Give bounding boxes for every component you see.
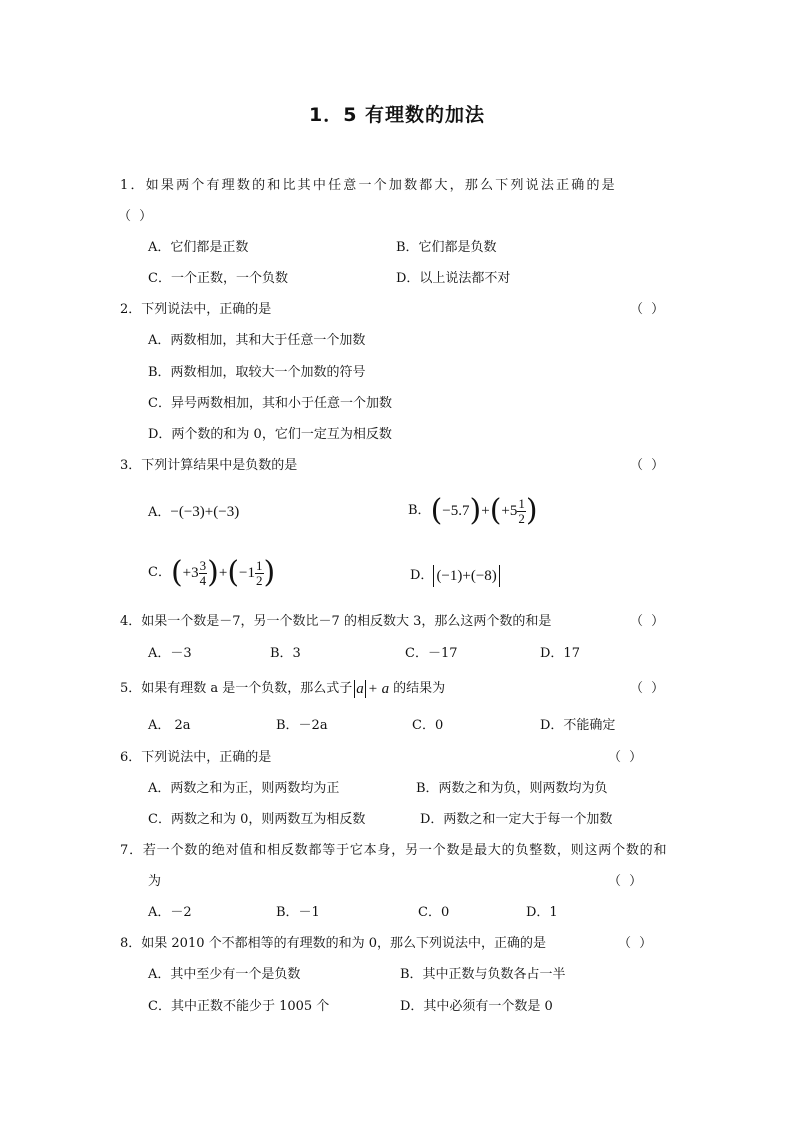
expression-variable: a [356,681,364,697]
question-8-option-d: D．其中必须有一个数是 0 [400,999,553,1014]
denominator: 2 [518,510,525,526]
question-3-option-a [148,503,239,522]
question-1-paren: （ ） [118,209,155,224]
plus-sign: + [218,565,228,581]
question-5-option-a: A． 2a [148,718,191,733]
question-5-option-d: D．不能确定 [540,718,616,733]
paren-open: ( [227,555,240,590]
question-4-option-d: D．17 [540,646,580,661]
question-8-paren: （ ） [618,936,655,951]
question-2-option-a: A．两数相加，其和大于任意一个加数 [148,333,366,348]
question-5-text-before: 5．如果有理数 a 是一个负数，那么式子 [120,681,353,696]
question-5-option-b: B．－2a [276,718,328,733]
option-c-fraction-2 [255,559,264,588]
numerator: 3 [199,557,207,573]
option-c-whole-1: +3 [182,565,199,581]
paren-close: ) [263,555,276,590]
question-1-text: 1．如果两个有理数的和比其中任意一个加数都大，那么下列说法正确的是 [120,178,617,193]
question-7-option-a: A．－2 [148,905,192,920]
paren-close: ) [525,493,538,528]
abs-bar-right [365,680,366,698]
paren-open: ( [170,555,183,590]
question-2-text: 2．下列说法中，正确的是 [120,302,272,317]
denominator: 2 [256,572,263,588]
question-1-option-b: B．它们都是负数 [396,240,497,255]
question-4-paren: （ ） [630,614,667,629]
option-b-term-1: −5.7 [442,503,470,519]
option-c-label: C． [148,565,171,580]
question-3-option-c [148,555,275,591]
question-5-paren: （ ） [630,681,667,696]
abs-bar-left [354,680,355,698]
paren-open: ( [489,493,502,528]
question-8-option-b: B．其中正数与负数各占一半 [400,967,566,982]
option-b-whole: +5 [501,503,518,519]
question-6-option-a: A．两数之和为正，则两数均为正 [148,781,340,796]
question-2-option-c: C．异号两数相加，其和小于任意一个加数 [148,396,392,411]
question-7-option-b: B．－1 [276,905,320,920]
question-5-text [120,680,445,698]
paren-close: ) [469,493,482,528]
question-3-paren: （ ） [630,458,667,473]
paren-close: ) [207,555,219,590]
paren-open: ( [430,493,443,528]
question-4-option-c: C．－17 [405,646,458,661]
question-5-option-c: C．0 [412,718,444,733]
option-b-label: B． [408,503,431,518]
numerator: 1 [256,557,263,573]
page-title: 1．5 有理数的加法 [308,104,486,126]
plus-sign: + [481,503,490,519]
option-a-label: A． [148,505,171,520]
option-a-expression: −(−3)+(−3) [170,504,240,520]
question-2-option-b: B．两数相加，取较大一个加数的符号 [148,365,366,380]
question-6-text: 6．下列说法中，正确的是 [120,750,272,765]
abs-bar-right [499,565,500,587]
option-c-whole-2: −1 [239,565,256,581]
question-6-paren: （ ） [608,750,645,765]
expression-rest: + a [367,681,390,697]
question-1-option-a: A．它们都是正数 [148,240,249,255]
question-5-text-after: 的结果为 [393,681,446,696]
question-1-option-d: D．以上说法都不对 [396,271,511,286]
question-8-option-c: C．其中正数不能少于 1005 个 [148,999,330,1014]
question-7-option-d: D．1 [526,905,558,920]
question-8-text: 8．如果 2010 个不都相等的有理数的和为 0，那么下列说法中，正确的是 [120,936,547,951]
option-c-fraction-1 [199,559,208,588]
question-7-option-c: C．0 [418,905,450,920]
option-b-fraction [517,497,526,526]
abs-bar-left [433,565,434,587]
question-4-option-a: A．－3 [148,646,192,661]
question-3-text: 3．下列计算结果中是负数的是 [120,458,298,473]
option-d-label: D． [410,568,434,583]
question-7-text: 7．若一个数的绝对值和相反数都等于它本身，另一个数是最大的负整数，则这两个数的和 [120,843,668,858]
question-7-text-continued: 为 [148,874,162,889]
numerator: 1 [518,495,525,511]
question-3-option-b [408,493,538,529]
question-6-option-b: B．两数之和为负，则两数均为负 [416,781,608,796]
question-1-option-c: C．一个正数，一个负数 [148,271,288,286]
question-2-option-d: D．两个数的和为 0，它们一定互为相反数 [148,427,392,442]
question-7-paren: （ ） [608,874,645,889]
question-3-option-d [410,565,500,587]
question-2-paren: （ ） [630,302,667,317]
question-4-option-b: B．3 [270,646,301,661]
question-8-option-a: A．其中至少有一个是负数 [148,967,301,982]
question-6-option-c: C．两数之和为 0，则两数互为相反数 [148,812,366,827]
option-d-expression: (−1)+(−8) [436,568,497,584]
question-4-text: 4．如果一个数是－7，另一个数比－7 的相反数大 3，那么这两个数的和是 [120,614,552,629]
denominator: 4 [199,572,207,588]
question-6-option-d: D．两数之和一定大于每一个加数 [420,812,613,827]
